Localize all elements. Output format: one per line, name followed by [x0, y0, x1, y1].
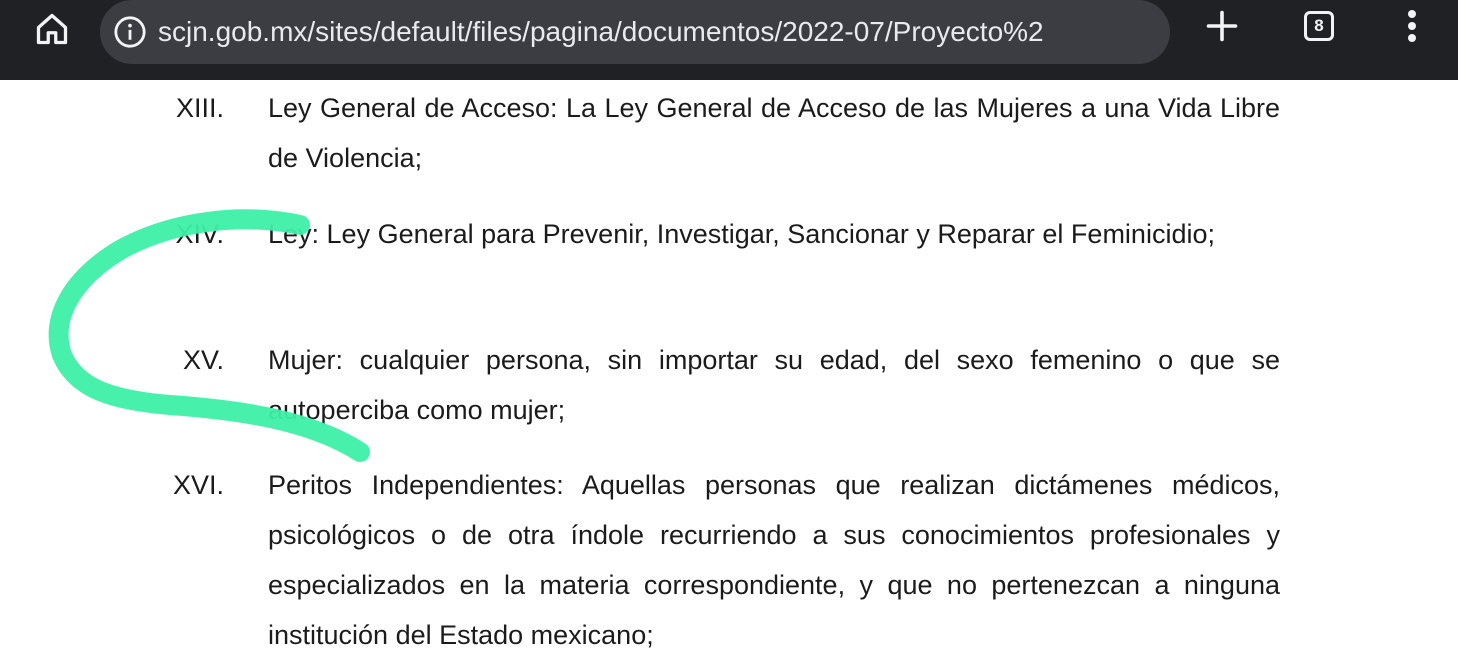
home-button[interactable]	[28, 8, 76, 50]
item-text: Ley: Ley General para Prevenir, Investigar, Sancionar y Reparar el Feminicidio;	[268, 219, 1215, 249]
url-text[interactable]: scjn.gob.mx/sites/default/files/pagina/documentos/2022-07/Proyecto%2	[158, 16, 1044, 47]
address-bar[interactable]	[100, 0, 1170, 64]
item-number: XV.	[182, 345, 224, 375]
item-number: XIII.	[175, 93, 224, 123]
tab-switcher-button[interactable]	[1300, 7, 1338, 45]
pdf-page	[0, 80, 1458, 659]
tab-count: 8	[1304, 11, 1334, 41]
more-vert-icon	[1406, 8, 1418, 44]
browser-toolbar	[0, 0, 1458, 80]
item-number: XVI.	[172, 470, 224, 500]
item-text: Mujer: cualquier persona, sin importar su edad, del sexo femenino o que se autoperciba como mujer;	[268, 345, 1280, 425]
site-info-icon[interactable]	[110, 12, 150, 52]
menu-button[interactable]	[1396, 4, 1428, 48]
home-icon	[34, 11, 70, 47]
item-text: Ley General de Acceso: La Ley General de Acceso de las Mujeres a una Vida Libre de Violencia;	[268, 93, 1280, 173]
plus-icon	[1204, 8, 1240, 44]
item-text: Peritos Independientes: Aquellas personas que realizan dictámenes médicos, psicológicos o de otra índole recurriendo a sus conocimientos profesionales y especializados en la materia correspondiente, y que no pertenezcan a ninguna institución del Estado mexicano;	[268, 470, 1280, 650]
item-number: XIV.	[175, 219, 224, 249]
new-tab-button[interactable]	[1200, 4, 1244, 48]
